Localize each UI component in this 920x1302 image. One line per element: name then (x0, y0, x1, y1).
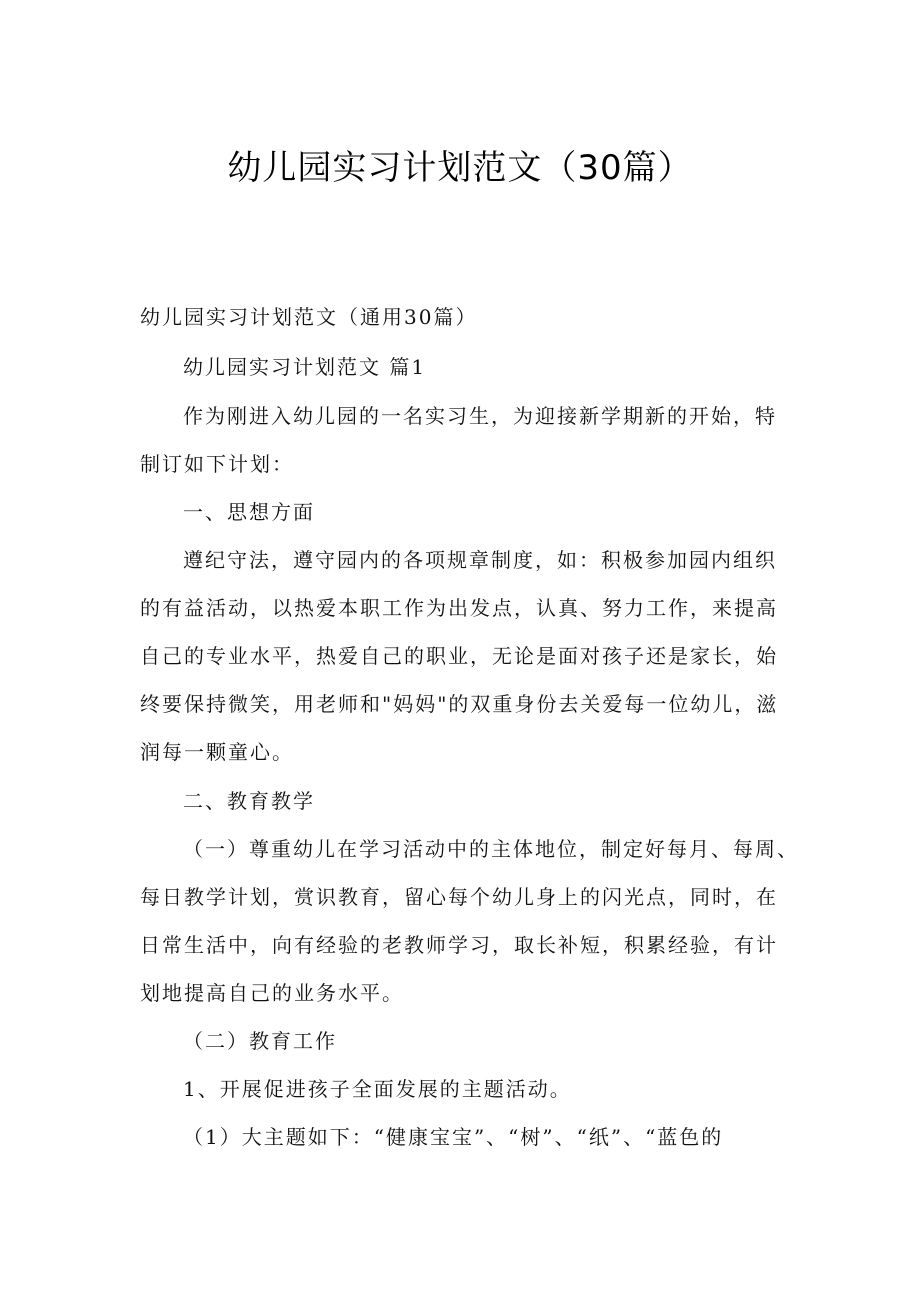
paragraph-line: （一）尊重幼儿在学习活动中的主体地位，制定好每月、每周、 (183, 837, 799, 861)
document-title: 幼儿园实习计划范文（30篇） (227, 148, 693, 188)
list-item: （1）大主题如下：“健康宝宝”、“树”、“纸”、“蓝色的 (183, 1125, 724, 1149)
paragraph-line: 作为刚进入幼儿园的一名实习生，为迎接新学期新的开始，特 (183, 404, 777, 428)
paragraph-line: 每日教学计划，赏识教育，留心每个幼儿身上的闪光点，同时，在 (140, 885, 778, 909)
paragraph-line: 制订如下计划： (140, 452, 294, 476)
paragraph-line: 划地提高自己的业务水平。 (140, 981, 404, 1005)
paragraph-line: 的有益活动，以热爱本职工作为出发点，认真、努力工作，来提高 (140, 596, 778, 620)
paragraph-line: 日常生活中，向有经验的老教师学习，取长补短，积累经验，有计 (140, 933, 778, 957)
paragraph-line: 终要保持微笑，用老师和"妈妈"的双重身份去关爱每一位幼儿，滋 (140, 692, 779, 716)
subsection-heading-education-work: （二）教育工作 (183, 1029, 337, 1053)
paragraph-line: 润每一颗童心。 (140, 740, 294, 764)
document-subtitle: 幼儿园实习计划范文（通用30篇） (140, 305, 478, 329)
paragraph-line: 自己的专业水平，热爱自己的职业，无论是面对孩子还是家长，始 (140, 644, 778, 668)
paragraph-line: 遵纪守法，遵守园内的各项规章制度，如：积极参加园内组织 (183, 548, 777, 572)
section-heading-teaching: 二、教育教学 (183, 789, 315, 813)
section-heading-thought: 一、思想方面 (183, 500, 315, 524)
section-heading-part1: 幼儿园实习计划范文 篇1 (183, 355, 427, 379)
list-item: 1、开展促进孩子全面发展的主题活动。 (183, 1077, 572, 1101)
